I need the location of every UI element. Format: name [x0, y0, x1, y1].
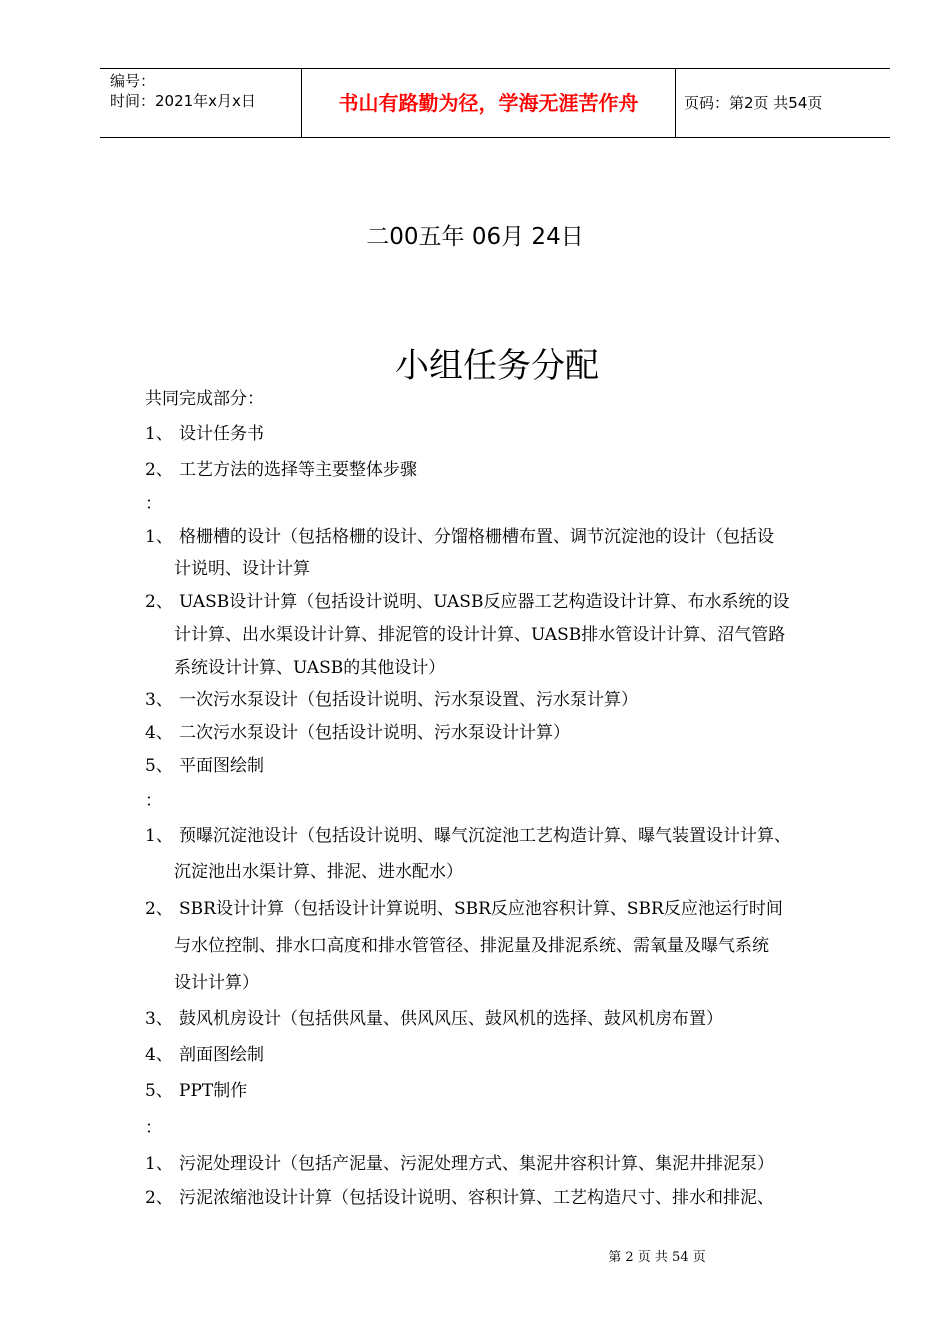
list-item: [145, 755, 264, 777]
header-meta-cell: [100, 69, 302, 137]
item-continuation: 计说明、设计计算: [174, 559, 310, 579]
header-page-code: 页码：第2页 共54页: [684, 94, 823, 112]
list-item: [145, 689, 638, 711]
list-item: [145, 591, 789, 613]
item-number: 3、: [145, 1009, 173, 1029]
list-item: [145, 898, 783, 920]
list-item: [145, 1187, 774, 1209]
list-item: [145, 423, 264, 445]
list-item: [145, 459, 417, 481]
item-text: 二次污水泵设计（包括设计说明、污水泵设计计算）: [179, 723, 570, 743]
list-item: [145, 1008, 723, 1030]
list-item: [145, 1044, 264, 1066]
item-text: 污泥浓缩池设计计算（包括设计说明、容积计算、工艺构造尺寸、排水和排泥、: [179, 1188, 774, 1208]
list-item: [145, 526, 774, 548]
document-date: 二00五年 06月 24日: [366, 224, 584, 250]
item-continuation: 沉淀池出水渠计算、排泥、进水配水）: [174, 862, 463, 882]
list-item: [145, 1153, 774, 1175]
item-text: 设计任务书: [179, 424, 264, 444]
item-number: 2、: [145, 1188, 173, 1208]
item-number: 1、: [145, 1154, 173, 1174]
item-text: 工艺方法的选择等主要整体步骤: [179, 460, 417, 480]
item-text: UASB设计计算（包括设计说明、UASB反应器工艺构造设计计算、布水系统的设: [179, 592, 790, 612]
item-number: 2、: [145, 460, 173, 480]
list-item: [145, 1080, 247, 1102]
section-heading: ：: [145, 494, 162, 514]
item-text: PPT制作: [179, 1081, 248, 1101]
section-heading: ：: [145, 791, 162, 811]
list-item: [145, 825, 791, 847]
item-number: 4、: [145, 723, 173, 743]
item-text: 污泥处理设计（包括产泥量、污泥处理方式、集泥井容积计算、集泥井排泥泵）: [179, 1154, 774, 1174]
item-continuation: 与水位控制、排水口高度和排水管管径、排泥量及排泥系统、需氧量及曝气系统: [174, 936, 769, 956]
item-continuation: 设计计算）: [174, 973, 259, 993]
item-text: 平面图绘制: [179, 756, 264, 776]
item-number: 2、: [145, 899, 173, 919]
item-text: 预曝沉淀池设计（包括设计说明、曝气沉淀池工艺构造计算、曝气装置设计计算、: [179, 826, 791, 846]
page-footer: 第 2 页 共 54 页: [608, 1250, 706, 1265]
item-number: 3、: [145, 690, 173, 710]
item-text: SBR设计计算（包括设计计算说明、SBR反应池容积计算、SBR反应池运行时间: [179, 899, 783, 919]
item-text: 格栅槽的设计（包括格栅的设计、分馏格栅槽布置、调节沉淀池的设计（包括设: [179, 527, 774, 547]
item-text: 一次污水泵设计（包括设计说明、污水泵设置、污水泵计算）: [179, 690, 638, 710]
item-number: 1、: [145, 527, 173, 547]
item-text: 剖面图绘制: [179, 1045, 264, 1065]
item-number: 5、: [145, 756, 173, 776]
number-label: 编号：: [110, 72, 156, 90]
item-continuation: 系统设计计算、UASB的其他设计）: [174, 658, 446, 678]
time-label: 时间：2021年x月x日: [110, 92, 256, 110]
common-heading: 共同完成部分：: [145, 389, 264, 409]
item-number: 1、: [145, 826, 173, 846]
item-number: 5、: [145, 1081, 173, 1101]
header-motto: 书山有路勤为径，学海无涯苦作舟: [302, 69, 676, 137]
document-title: 小组任务分配: [395, 346, 599, 386]
item-continuation: 计计算、出水渠设计计算、排泥管的设计计算、UASB排水管设计计算、沼气管路: [174, 625, 786, 645]
list-item: [145, 722, 570, 744]
item-text: 鼓风机房设计（包括供风量、供风风压、鼓风机的选择、鼓风机房布置）: [179, 1009, 723, 1029]
item-number: 4、: [145, 1045, 173, 1065]
item-number: 1、: [145, 424, 173, 444]
section-heading: ：: [145, 1118, 162, 1138]
page-header: [100, 68, 890, 138]
item-number: 2、: [145, 592, 173, 612]
